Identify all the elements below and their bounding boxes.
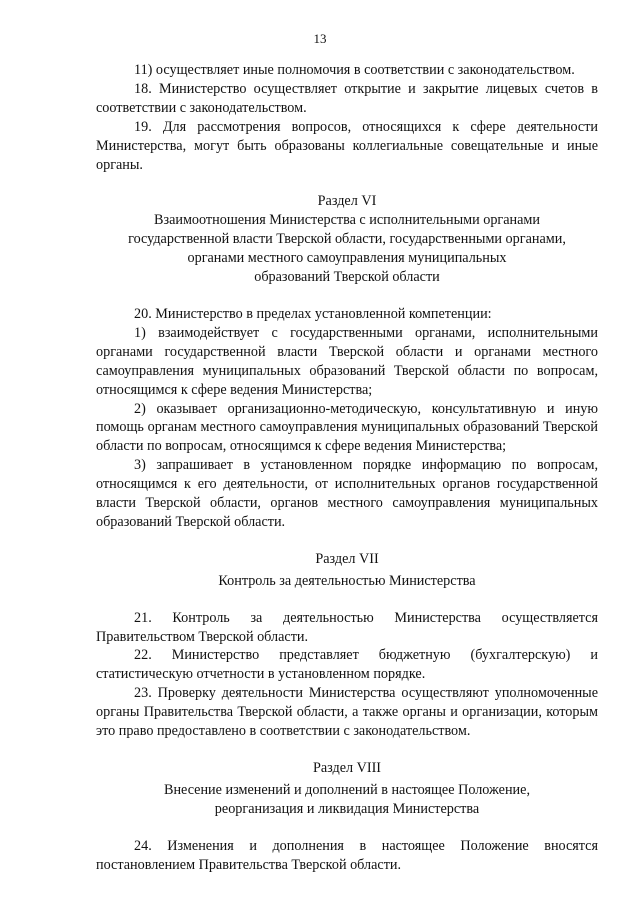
paragraph-19: 19. Для рассмотрения вопросов, относящихся к сфере деятельности Министерства, могут быть образованы коллегиальные совещательные и иные органы. — [96, 118, 598, 173]
page-number: 13 — [313, 31, 327, 46]
section-8-title-line-2: реорганизация и ликвидация Министерства — [214, 800, 480, 817]
paragraph-23: 23. Проверку деятельности Министерства осуществляют уполномоченные органы Правительства Тверской области, а также органы и организации, которым это право предоставлено в соответствии с законодательством. — [96, 685, 598, 740]
paragraph-21: 21. Контроль за деятельностью Министерства осуществляется Правительством Тверской области. — [96, 609, 598, 645]
list-item-11: 11) осуществляет иные полномочия в соответствии с законодательством. — [134, 62, 575, 78]
document-body — [96, 61, 598, 875]
list-item-1: 1) взаимодействует с государственными органами, исполнительными органами государственной власти Тверской области и органами местного самоуправления муниципальных образований Тверской области по вопросам, относящимся к сфере ведения Министерства; — [96, 324, 598, 398]
section-7-title: Контроль за деятельностью Министерства — [218, 572, 476, 589]
paragraph-18: 18. Министерство осуществляет открытие и закрытие лицевых счетов в соответствии с законодательством. — [96, 80, 598, 116]
section-8-title-line-1: Внесение изменений и дополнений в настоящее Положение, — [163, 781, 530, 798]
section-6-title-line-4: образований Тверской области — [254, 269, 440, 286]
section-6-heading: Раздел VI — [317, 193, 377, 210]
section-6-title-line-3: органами местного самоуправления муниципальных — [187, 250, 507, 267]
list-item-3: 3) запрашивает в установленном порядке информацию по вопросам, относящимся к его деятельности, от исполнительных органов государственной власти Тверской области, органов местного самоуправления муниципальных образований Тверской области. — [96, 457, 598, 530]
section-6-title-line-2: государственной власти Тверской области, государственными органами, — [128, 231, 566, 248]
section-7-heading: Раздел VII — [315, 550, 379, 567]
list-item-2: 2) оказывает организационно-методическую, консультативную и иную помощь органам местного самоуправления муниципальных образований Тверской области по вопросам, относящимся к сфере ведения Министерства; — [96, 400, 598, 455]
paragraph-20: 20. Министерство в пределах установленной компетенции: — [134, 305, 492, 322]
paragraph-24: 24. Изменения и дополнения в настоящее Положение вносятся постановлением Правительства Тверской области. — [96, 837, 598, 873]
paragraph-22: 22. Министерство представляет бюджетную (бухгалтерскую) и статистическую отчетности в установленном порядке. — [96, 647, 598, 683]
section-6-title-line-1: Взаимоотношения Министерства с исполнительными органами — [154, 212, 540, 229]
section-8-heading: Раздел VIII — [312, 760, 382, 776]
